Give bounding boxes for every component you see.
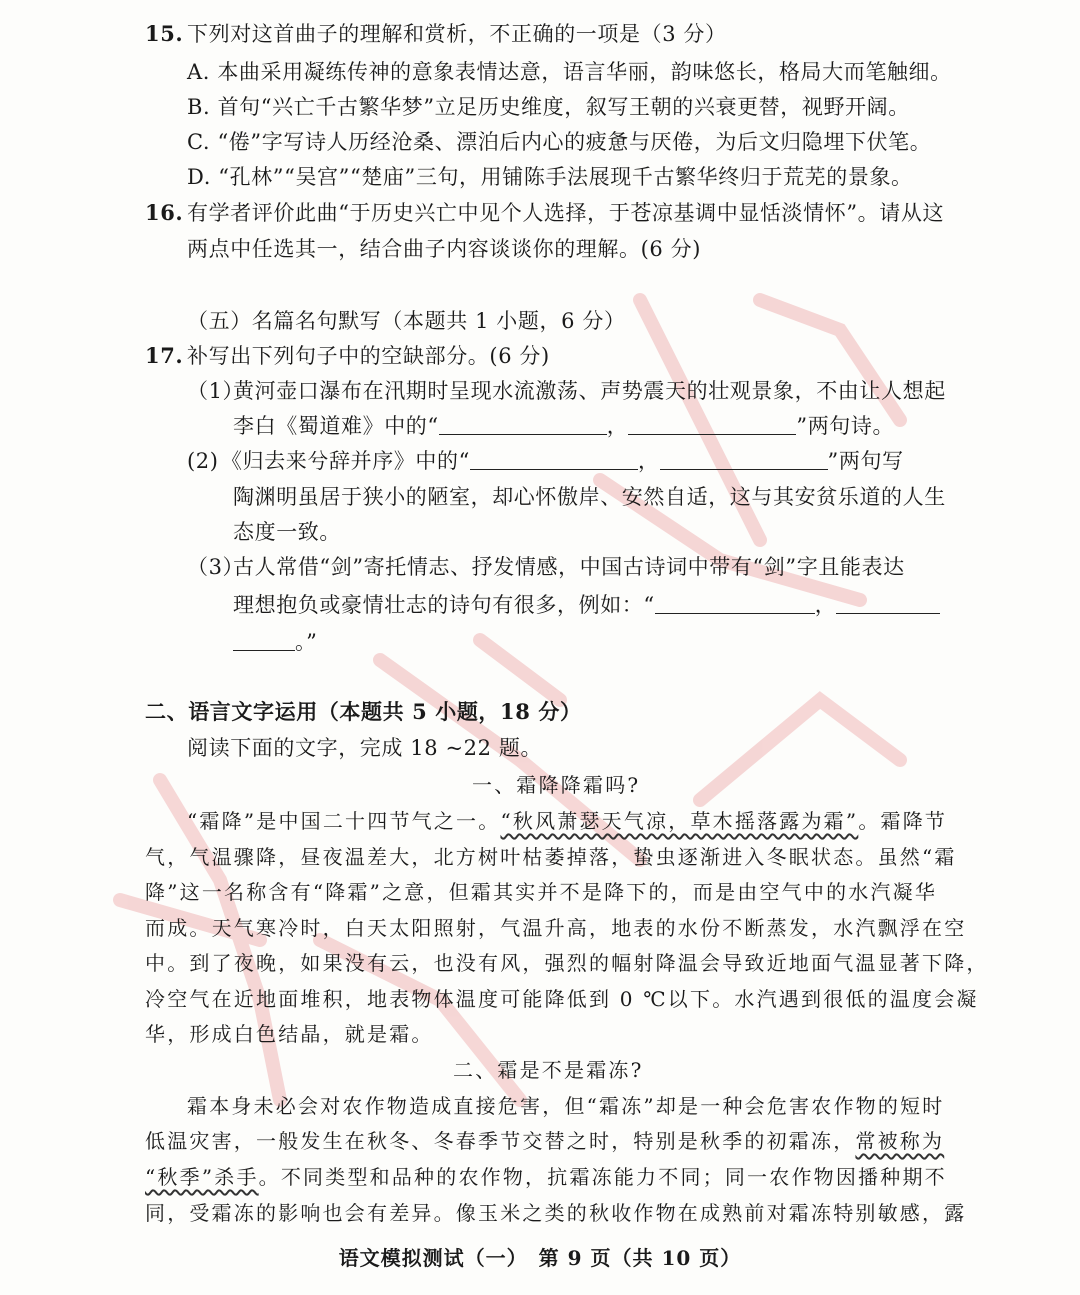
q17-part2-line1 xyxy=(221,446,904,476)
wavy-underlined-phrase: 常被称为 xyxy=(855,1129,945,1153)
q17-stem: 补写出下列句子中的空缺部分。(6 分) xyxy=(187,344,550,368)
q15-option-b: B. 首句“兴亡千古繁华梦”立足历史维度，叙写王朝的兴衰更替，视野开阔。 xyxy=(187,95,910,119)
q17-part3-line2 xyxy=(233,590,940,620)
wavy-underlined-quote: “秋风萧瑟天气凉，草木摇落露为霜” xyxy=(500,809,859,833)
q15-stem: 下列对这首曲子的理解和赏析，不正确的一项是（3 分） xyxy=(187,22,727,46)
q16-line-1: 有学者评价此曲“于历史兴亡中见个人选择，于苍凉基调中显恬淡情怀”。请从这 xyxy=(187,201,945,225)
passage-p2-line2 xyxy=(145,1126,944,1156)
q17-number: 17. xyxy=(145,343,184,368)
q15-option-a: A. 本曲采用凝练传神的意象表情达意，语言华丽，韵味悠长，格局大而笔触细。 xyxy=(187,60,952,84)
passage-p1-line6: 冷空气在近地面堆积，地表物体温度可能降低到 0 ℃以下。水汽遇到很低的温度会凝 xyxy=(145,987,979,1011)
answer-blank[interactable] xyxy=(628,414,796,435)
passage-p1-text: 。霜降节 xyxy=(858,809,948,833)
passage-p2-line4: 同，受霜冻的影响也会有差异。像玉米之类的秋收作物在成熟前对霜冻特别敏感，露 xyxy=(145,1201,967,1225)
passage-p2-text: 低温灾害，一般发生在秋冬、冬春季节交替之时，特别是秋季的初霜冻， xyxy=(145,1129,856,1153)
answer-blank[interactable] xyxy=(655,593,815,614)
q17-part3-end: 。” xyxy=(295,630,318,654)
passage-p1-line5: 中。到了夜晚，如果没有云，也没有风，强烈的幅射降温会导致近地面气温显著下降， xyxy=(145,951,989,975)
q17-part3-line1: 古人常借“剑”寄托情志、抒发情感，中国古诗词中带有“剑”字且能表达 xyxy=(233,555,905,579)
q17-part2-text: 《归去来兮辞并序》中的“ xyxy=(221,449,470,473)
passage-p1-line3: 降”这一名称含有“降霜”之意，但霜其实并不是降下的，而是由空气中的水汽凝华 xyxy=(145,880,938,904)
passage-p2-text: 。不同类型和品种的农作物，抗霜冻能力不同；同一农作物因播种期不 xyxy=(258,1165,947,1189)
passage-p2-line3 xyxy=(145,1162,947,1192)
q17-part3-text: 理想抱负或豪情壮志的诗句有很多，例如：“ xyxy=(233,593,655,617)
passage-p2-line1: 霜本身未必会对农作物造成直接危害，但“霜冻”却是一种会危害农作物的短时 xyxy=(187,1094,945,1118)
q17-part1-line2 xyxy=(233,411,894,441)
passage-p1-line4: 而成。天气寒冷时，白天太阳照射，气温升高，地表的水份不断蒸发，水汽飘浮在空 xyxy=(145,916,967,940)
passage-subheading-2: 二、霜是不是霜冻? xyxy=(453,1058,644,1082)
q16-line-2: 两点中任选其一，结合曲子内容谈谈你的理解。(6 分) xyxy=(187,237,702,261)
answer-blank[interactable] xyxy=(660,449,828,470)
q17-part2-line2: 陶渊明虽居于狭小的陋室，却心怀傲岸、安然自适，这与其安贫乐道的人生 xyxy=(233,485,946,509)
q17-part2-comma: ， xyxy=(637,449,660,473)
q17-part1-text: 李白《蜀道难》中的“ xyxy=(233,414,439,438)
passage-p1-line1 xyxy=(187,806,947,836)
part2-intro: 阅读下面的文字，完成 18 ~22 题。 xyxy=(187,736,543,760)
q17-part3-label: （3） xyxy=(187,555,245,579)
part2-heading: 二、语言文字运用（本题共 5 小题，18 分） xyxy=(145,699,582,724)
q15-option-c: C. “倦”字写诗人历经沧桑、漂泊后内心的疲惫与厌倦，为后文归隐埋下伏笔。 xyxy=(187,130,932,154)
q15-option-d: D. “孔林”“吴宫”“楚庙”三句，用铺陈手法展现千古繁华终归于荒芜的景象。 xyxy=(187,165,913,189)
q17-part2-end: ”两句写 xyxy=(827,449,904,473)
page-footer: 语文模拟测试（一） 第 9 页（共 10 页） xyxy=(338,1246,742,1270)
q17-part1-comma: ， xyxy=(606,414,629,438)
q15-number: 15. xyxy=(145,21,184,46)
q17-part1-label: （1） xyxy=(187,379,245,403)
passage-p1-line2: 气，气温骤降，昼夜温差大，北方树叶枯萎掉落，蛰虫逐渐进入冬眠状态。虽然“霜 xyxy=(145,845,957,869)
q17-part1-line1: 黄河壶口瀑布在汛期时呈现水流激荡、声势震天的壮观景象，不由让人想起 xyxy=(233,379,946,403)
passage-p1-line7: 华，形成白色结晶，就是霜。 xyxy=(145,1022,434,1046)
section5-heading: （五）名篇名句默写（本题共 1 小题，6 分） xyxy=(187,309,626,333)
q17-part3-line3 xyxy=(233,627,317,657)
q17-part3-comma: ， xyxy=(814,593,837,617)
answer-blank[interactable] xyxy=(439,414,607,435)
passage-p1-text: “霜降”是中国二十四节气之一。 xyxy=(187,809,501,833)
answer-blank[interactable] xyxy=(233,630,295,651)
q16-number: 16. xyxy=(145,200,184,225)
answer-blank[interactable] xyxy=(836,593,940,614)
q17-part2-line3: 态度一致。 xyxy=(233,520,341,544)
answer-blank[interactable] xyxy=(470,449,638,470)
q17-part1-end: ”两句诗。 xyxy=(796,414,895,438)
passage-subheading-1: 一、霜降降霜吗? xyxy=(472,773,641,797)
q17-part2-label: (2) xyxy=(187,449,219,473)
wavy-underlined-phrase: “秋季”杀手 xyxy=(145,1165,259,1189)
